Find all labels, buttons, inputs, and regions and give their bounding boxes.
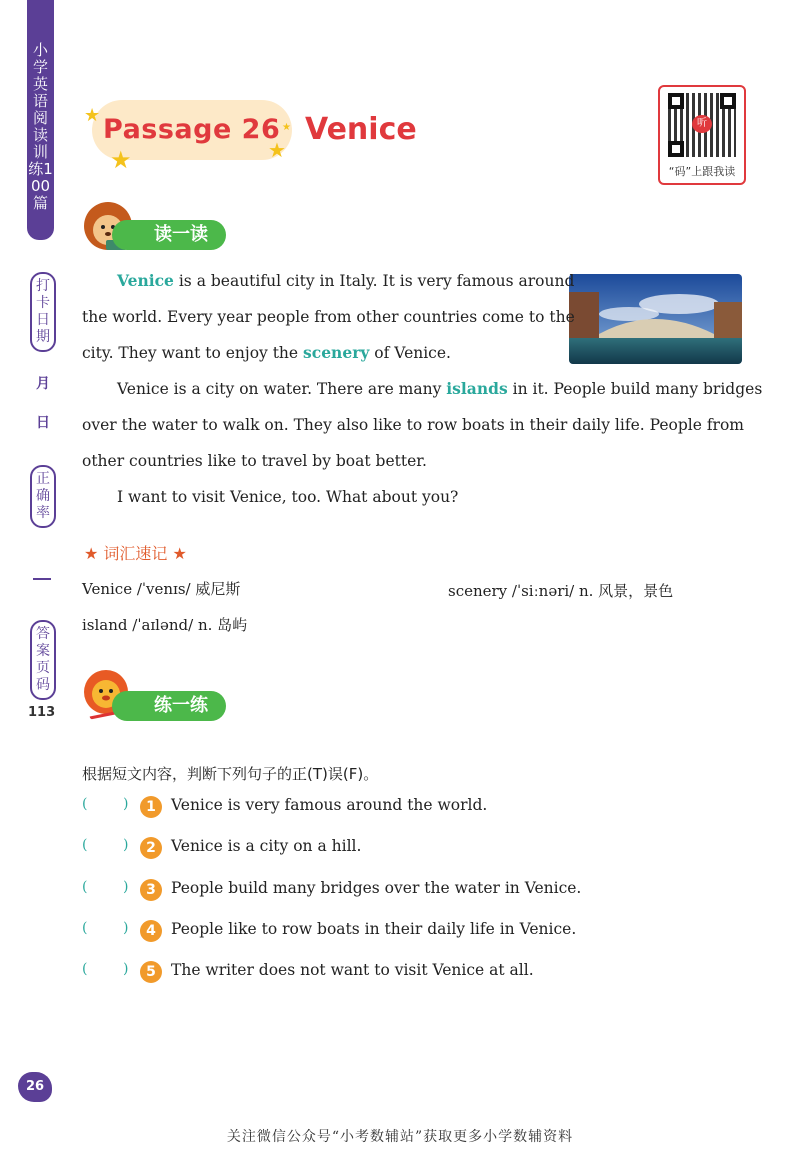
paragraph-1-line-1 bbox=[117, 263, 574, 299]
qr-corner-icon bbox=[668, 141, 684, 157]
accuracy-blank bbox=[33, 578, 51, 580]
footer-note: 关注微信公众号“小考数辅站”获取更多小学数辅资料 bbox=[226, 1129, 574, 1145]
answer-paren-close: ) bbox=[123, 796, 129, 812]
keyword-islands: islands bbox=[446, 379, 508, 398]
paragraph-text: of Venice. bbox=[369, 344, 451, 362]
answer-paren-close: ) bbox=[123, 879, 129, 895]
paragraph-2-line-1 bbox=[117, 371, 762, 407]
paragraph-2-line-3: other countries like to travel by boat better. bbox=[82, 452, 427, 470]
paragraph-text: is a beautiful city in Italy. It is very famous around bbox=[173, 272, 575, 290]
answer-paren-close: ) bbox=[123, 961, 129, 977]
qr-corner-icon bbox=[720, 93, 736, 109]
answer-page-label: 答案页码 bbox=[30, 620, 56, 700]
answer-paren-open: ( bbox=[82, 879, 88, 895]
qr-corner-icon bbox=[668, 93, 684, 109]
star-icon: ★ bbox=[84, 105, 101, 126]
venice-photo bbox=[569, 274, 742, 364]
answer-paren-close: ) bbox=[123, 920, 129, 936]
listen-badge: 听 bbox=[692, 115, 712, 133]
question-text: The writer does not want to visit Venice at all. bbox=[171, 961, 534, 979]
answer-page-number: 113 bbox=[28, 705, 56, 720]
paragraph-2-line-2: over the water to walk on. They also like to row boats in their daily life. People from bbox=[82, 416, 744, 434]
paragraph-text: Venice is a city on water. There are many bbox=[117, 380, 447, 398]
paragraph-text: in it. People build many bridges bbox=[507, 380, 763, 398]
paragraph-1-line-2: the world. Every year people from other countries come to the bbox=[82, 308, 575, 326]
question-number-badge: 1 bbox=[140, 796, 162, 818]
month-label: 月 bbox=[36, 376, 50, 392]
question-text: People build many bridges over the water in Venice. bbox=[171, 879, 582, 897]
qr-code-card[interactable] bbox=[658, 85, 746, 185]
paragraph-text: city. They want to enjoy the bbox=[82, 344, 304, 362]
vocab-item-venice: Venice /ˈvenɪs/ 威尼斯 bbox=[82, 580, 241, 598]
keyword-venice: Venice bbox=[117, 271, 174, 290]
day-label: 日 bbox=[36, 415, 50, 431]
practice-section-header: 练一练 bbox=[112, 691, 226, 721]
question-number-badge: 2 bbox=[140, 837, 162, 859]
paragraph-1-line-3 bbox=[82, 335, 451, 371]
page-number: 26 bbox=[18, 1072, 52, 1102]
sidebar bbox=[0, 0, 58, 1150]
question-number-badge: 4 bbox=[140, 920, 162, 942]
accuracy-label: 正确率 bbox=[30, 465, 56, 528]
page-title: Venice bbox=[305, 112, 417, 147]
exercise-instruction: 根据短文内容，判断下列句子的正(T)误(F)。 bbox=[82, 765, 379, 783]
keyword-scenery: scenery bbox=[303, 343, 370, 362]
vocab-item-island: island /ˈaɪlənd/ n. 岛屿 bbox=[82, 616, 248, 634]
checkin-date-label: 打卡日期 bbox=[30, 272, 56, 352]
read-section-header: 读一读 bbox=[112, 220, 226, 250]
answer-paren-close: ) bbox=[123, 837, 129, 853]
question-text: Venice is very famous around the world. bbox=[171, 796, 488, 814]
question-number-badge: 3 bbox=[140, 879, 162, 901]
answer-paren-open: ( bbox=[82, 961, 88, 977]
question-text: Venice is a city on a hill. bbox=[171, 837, 362, 855]
vocab-item-scenery: scenery /ˈsiːnəri/ n. 风景，景色 bbox=[448, 582, 674, 600]
passage-label: Passage 26 bbox=[103, 114, 281, 145]
paragraph-3: I want to visit Venice, too. What about you? bbox=[117, 488, 459, 506]
star-icon: ★ bbox=[110, 146, 132, 174]
vocab-title: ★ 词汇速记 ★ bbox=[84, 544, 187, 563]
answer-paren-open: ( bbox=[82, 796, 88, 812]
question-text: People like to row boats in their daily life in Venice. bbox=[171, 920, 577, 938]
book-title: 小学英语阅读训练100篇 bbox=[27, 0, 54, 240]
answer-paren-open: ( bbox=[82, 920, 88, 936]
star-icon: ★ bbox=[268, 138, 286, 162]
question-number-badge: 5 bbox=[140, 961, 162, 983]
star-icon: ★ bbox=[282, 122, 291, 133]
answer-paren-open: ( bbox=[82, 837, 88, 853]
qr-caption: “码”上跟我读 bbox=[668, 165, 736, 178]
